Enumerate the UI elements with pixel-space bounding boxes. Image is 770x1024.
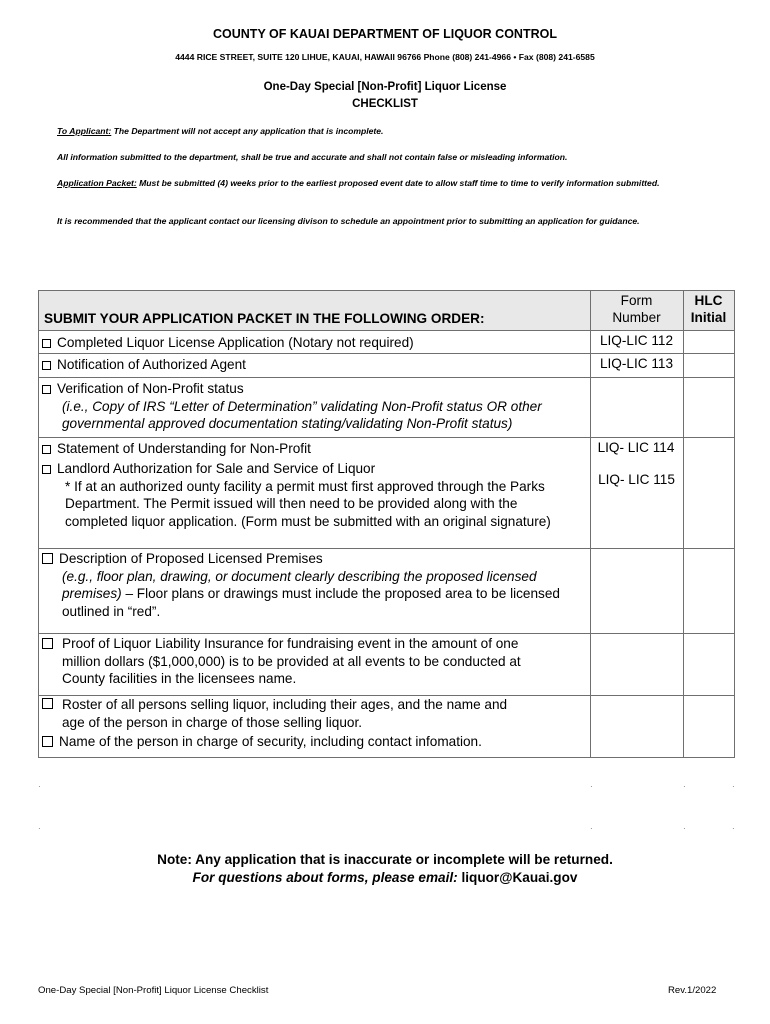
form-number-cell: LIQ-LIC 113 <box>599 356 674 371</box>
item-label: Description of Proposed Licensed Premises <box>59 551 323 566</box>
checklist-table <box>38 290 735 758</box>
checkbox-landlord[interactable] <box>42 465 51 474</box>
form-number-cell: LIQ- LIC 115 <box>598 472 675 487</box>
item-label: Verification of Non-Profit status <box>57 381 244 396</box>
scan-mark: · <box>38 824 41 833</box>
form-number-cell: LIQ- LIC 114 <box>597 440 675 455</box>
checkbox-statement[interactable] <box>42 445 51 454</box>
scan-mark: · <box>683 782 686 791</box>
contact-prefix: For questions about forms, please email: <box>192 870 462 885</box>
applicant-note <box>57 126 727 138</box>
appointment-note: It is recommended that the applicant contact our licensing divison to schedule an appointment prior to submitting an application for guidance. <box>57 216 640 226</box>
packet-note-label: Application Packet: <box>57 178 137 188</box>
scan-mark: · <box>683 824 686 833</box>
scan-mark: · <box>590 824 593 833</box>
scan-mark: · <box>732 824 735 833</box>
scan-mark: · <box>38 782 41 791</box>
checklist-item-insurance[interactable] <box>42 635 542 688</box>
item-label: Completed Liquor License Application (Notary not required) <box>57 335 414 350</box>
accuracy-note: All information submitted to the department, shall be true and accurate and shall not contain false or misleading information. <box>57 152 568 162</box>
packet-note <box>57 178 677 190</box>
contact-line <box>0 870 770 885</box>
checklist-item-nonprofit-status[interactable] <box>42 380 588 433</box>
checklist-item-landlord[interactable] <box>42 460 588 530</box>
form-subtitle: CHECKLIST <box>352 98 418 110</box>
form-header-line1: Form <box>620 293 653 308</box>
checklist-item-authorized-agent[interactable] <box>42 356 588 374</box>
item-label: Proof of Liquor Liability Insurance for fundraising event in the amount of one million dollars ($1,000,000) is to be provided at all events to be conducted at County facilities in the licensees name. <box>62 636 521 686</box>
checklist-item-statement[interactable] <box>42 440 588 458</box>
item-detail-italic: (e.g., floor plan, drawing, or document clearly describing the proposed licensed premises) <box>62 568 537 601</box>
item-detail: * If at an authorized ounty facility a permit must first approved through the Parks Department. The Permit issued will then need to be provided along with the completed liquor application. (Form must be submitted with an original signature) <box>65 478 551 529</box>
item-label: Roster of all persons selling liquor, including their ages, and the name and age of the person in charge of those selling liquor. <box>62 697 508 730</box>
footer-revision: Rev.1/2022 <box>668 985 717 996</box>
checkbox-application[interactable] <box>42 339 51 348</box>
item-label: Landlord Authorization for Sale and Service of Liquor <box>57 461 376 476</box>
checklist-item-application[interactable] <box>42 334 588 352</box>
applicant-note-text: The Department will not accept any application that is incomplete. <box>111 126 384 136</box>
checklist-item-premises[interactable] <box>42 550 588 620</box>
checklist-item-security[interactable] <box>42 733 588 751</box>
form-header-line2: Number <box>612 310 661 325</box>
footer-document-name: One-Day Special [Non-Profit] Liquor License Checklist <box>38 985 269 996</box>
item-detail: – Floor plans or drawings must include the proposed area to be licensed outlined in “red”. <box>62 586 560 619</box>
contact-email-link[interactable]: liquor@Kauai.gov <box>461 870 578 885</box>
agency-address: 4444 RICE STREET, SUITE 120 LIHUE, KAUAI, HAWAII 96766 Phone (808) 241-4966 • Fax (808) 241-6585 <box>175 52 595 62</box>
scan-mark: · <box>590 782 593 791</box>
item-label: Notification of Authorized Agent <box>57 357 246 372</box>
hlc-initial-header <box>683 292 734 326</box>
form-number-header <box>590 292 683 326</box>
scan-mark: · <box>732 782 735 791</box>
hlc-header-line2: Initial <box>690 310 727 325</box>
checklist-item-roster[interactable] <box>42 696 522 731</box>
checkbox-roster[interactable] <box>42 698 53 709</box>
form-title: One-Day Special [Non-Profit] Liquor License <box>263 81 507 93</box>
applicant-note-label: To Applicant: <box>57 126 112 136</box>
packet-note-text: Must be submitted (4) weeks prior to the earliest proposed event date to allow staff time to time to verify information submitted. <box>136 178 660 188</box>
form-number-cell: LIQ-LIC 112 <box>599 333 674 348</box>
checkbox-authorized-agent[interactable] <box>42 361 51 370</box>
incomplete-warning: Note: Any application that is inaccurate or incomplete will be returned. <box>157 852 613 867</box>
checkbox-insurance[interactable] <box>42 638 53 649</box>
agency-title: COUNTY OF KAUAI DEPARTMENT OF LIQUOR CONTROL <box>213 27 557 41</box>
hlc-header-line1: HLC <box>694 293 723 308</box>
checkbox-security[interactable] <box>42 736 53 747</box>
item-detail: (i.e., Copy of IRS “Letter of Determination” validating Non-Profit status OR other governmental approved documentation stating/validating Non-Profit status) <box>62 398 542 431</box>
table-heading: SUBMIT YOUR APPLICATION PACKET IN THE FOLLOWING ORDER: <box>44 311 485 326</box>
item-label: Statement of Understanding for Non-Profit <box>57 441 311 456</box>
checkbox-premises[interactable] <box>42 553 53 564</box>
item-label: Name of the person in charge of security, including contact infomation. <box>59 734 482 749</box>
checkbox-nonprofit-status[interactable] <box>42 385 51 394</box>
